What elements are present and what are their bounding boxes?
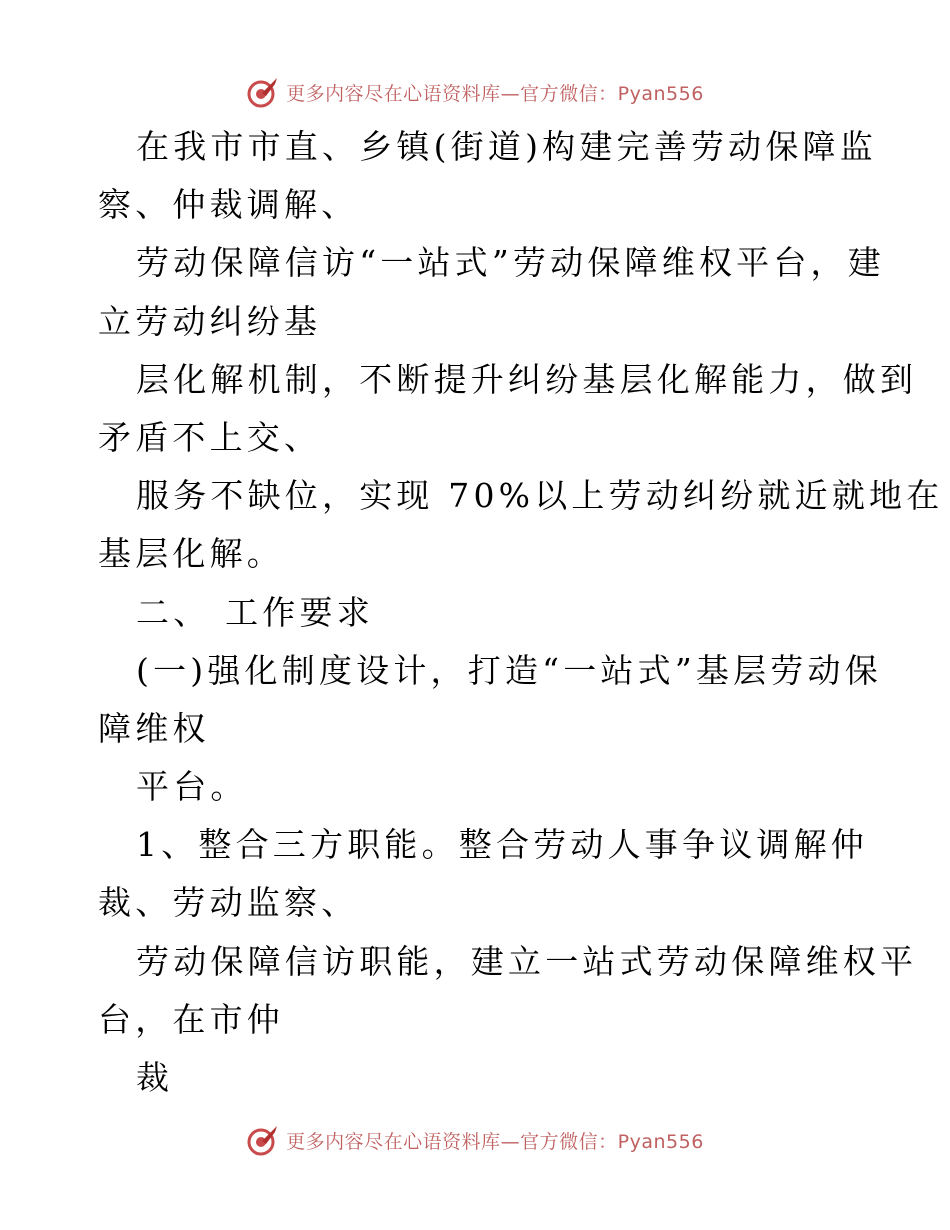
text-line: 察、仲裁调解、 (98, 185, 359, 225)
subsection-heading: (一)强化制度设计，打造“一站式”基层劳动保 (136, 650, 882, 690)
text-line: 障维权 (98, 708, 210, 748)
text-line: 平台。 (136, 767, 248, 807)
text-line: 矛盾不上交、 (98, 417, 322, 457)
text-line: 劳动保障信访“一站式”劳动保障维权平台，建 (136, 243, 885, 283)
text-line: 立劳动纠纷基 (98, 301, 322, 341)
quill-logo-icon (246, 1123, 280, 1157)
header-watermark-text: 更多内容尽在心语资料库—官方微信：Pyan556 (286, 82, 704, 105)
section-heading: 二、 工作要求 (136, 592, 374, 632)
text-line: 裁 (136, 1058, 174, 1097)
text-line: 在我市市直、乡镇(街道)构建完善劳动保障监 (136, 127, 877, 166)
quill-logo-icon (246, 75, 280, 109)
text-line: 基层化解。 (98, 534, 284, 574)
footer-watermark (0, 1120, 950, 1160)
text-line: 层化解机制，不断提升纠纷基层化解能力，做到 (136, 359, 918, 399)
footer-watermark-text: 更多内容尽在心语资料库—官方微信：Pyan556 (286, 1130, 704, 1153)
text-line: 裁、劳动监察、 (98, 883, 359, 923)
text-line: 劳动保障信访职能，建立一站式劳动保障维权平 (136, 941, 918, 981)
text-line: 1、整合三方职能。整合劳动人事争议调解仲 (136, 825, 868, 865)
text-line: 服务不缺位，实现 70%以上劳动纠纷就近就地在 (136, 476, 944, 516)
document-body (98, 118, 944, 1107)
text-line: 台，在市仲 (98, 999, 284, 1039)
header-watermark (0, 72, 950, 112)
